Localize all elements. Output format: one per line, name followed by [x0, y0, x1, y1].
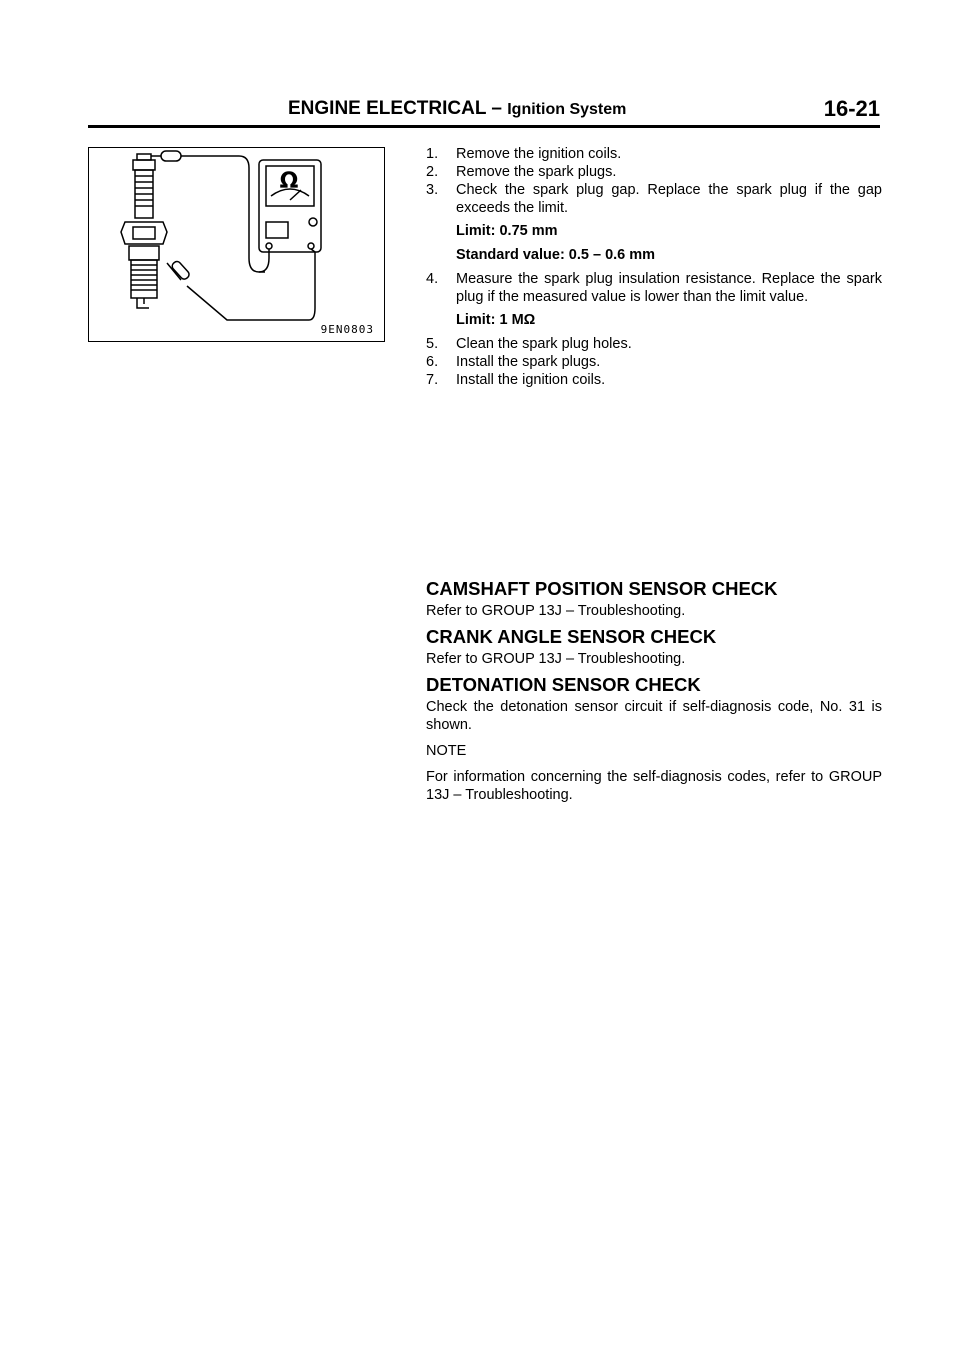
spark-plug-ohmmeter-illustration [89, 148, 386, 343]
resistance-limit-spec: Limit: 1 MΩ [456, 312, 536, 328]
gap-limit-spec: Limit: 0.75 mm [456, 223, 558, 239]
detonation-text: Check the detonation sensor circuit if self-diagnosis code, No. 31 is shown. [426, 699, 882, 733]
page-header [88, 96, 880, 126]
step-1: 1. Remove the ignition coils. [426, 146, 622, 162]
camshaft-text: Refer to GROUP 13J – Troubleshooting. [426, 603, 686, 619]
detonation-heading: DETONATION SENSOR CHECK [426, 674, 701, 695]
step-7: 7. Install the ignition coils. [426, 372, 606, 388]
note-text: For information concerning the self-diagnosis codes, refer to GROUP 13J – Troubleshooting. [426, 769, 882, 803]
step-5: 5. Clean the spark plug holes. [426, 336, 632, 352]
step-3: 3. Check the spark plug gap. Replace the spark plug if the gap exceeds the limit. [426, 182, 882, 216]
header-subtitle: Ignition System [507, 101, 627, 118]
procedure-steps [426, 145, 882, 389]
page-number: 16-21 [823, 96, 880, 121]
ohm-symbol: Ω [279, 169, 299, 194]
figure-code: 9EN0803 [320, 323, 374, 336]
crank-text: Refer to GROUP 13J – Troubleshooting. [426, 651, 686, 667]
header-rule [88, 125, 880, 128]
step-4: 4. Measure the spark plug insulation resistance. Replace the spark plug if the measured value is lower than the limit value. [426, 271, 882, 305]
gap-standard-spec: Standard value: 0.5 – 0.6 mm [456, 247, 656, 263]
step-6: 6. Install the spark plugs. [426, 354, 601, 370]
figure-spark-plug-test [88, 147, 385, 342]
header-title: ENGINE ELECTRICAL – Ignition System [288, 98, 627, 119]
sensor-check-sections [426, 580, 882, 812]
step-2: 2. Remove the spark plugs. [426, 164, 617, 180]
crank-heading: CRANK ANGLE SENSOR CHECK [426, 626, 717, 647]
camshaft-heading: CAMSHAFT POSITION SENSOR CHECK [426, 578, 778, 599]
note-label: NOTE [426, 743, 467, 759]
